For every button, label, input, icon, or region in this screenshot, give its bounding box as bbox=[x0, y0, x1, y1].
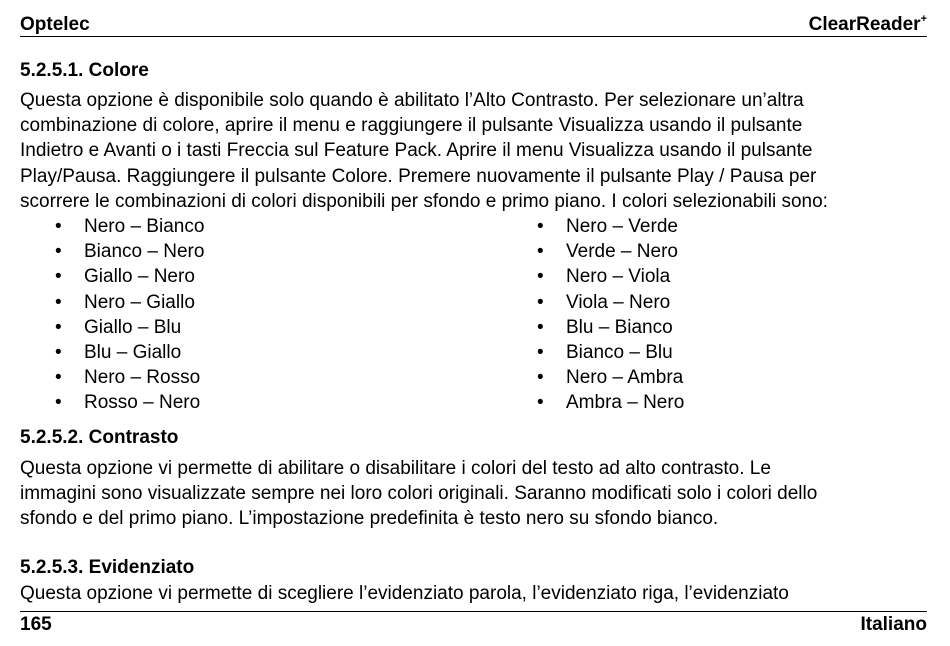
body-line: Indietro e Avanti o i tasti Freccia sul Feature Pack. Aprire il menu Visualizza usando il pulsante bbox=[20, 140, 813, 162]
list-item-label: Nero – Ambra bbox=[566, 367, 684, 389]
section-title-colore: 5.2.5.1. Colore bbox=[20, 60, 149, 81]
bullet-icon: • bbox=[537, 392, 544, 414]
list-item bbox=[20, 290, 502, 315]
page-header bbox=[20, 9, 927, 37]
body-line: Questa opzione vi permette di scegliere l’evidenziato parola, l’evidenziato riga, l’evidenziato bbox=[20, 583, 789, 605]
body-line: sfondo e del primo piano. L’impostazione predefinita è testo nero su sfondo bianco. bbox=[20, 507, 719, 529]
bullet-icon: • bbox=[537, 241, 544, 263]
header-product bbox=[809, 8, 927, 36]
list-item-label: Nero – Verde bbox=[566, 216, 678, 238]
list-item bbox=[20, 239, 502, 264]
page-footer bbox=[20, 611, 927, 638]
header-brand: Optelec bbox=[20, 14, 90, 35]
section-body-contrasto bbox=[20, 456, 925, 532]
list-item-label: Nero – Viola bbox=[566, 266, 671, 288]
bullet-icon: • bbox=[55, 341, 62, 363]
bullet-icon: • bbox=[55, 392, 62, 414]
bullet-icon: • bbox=[55, 316, 62, 338]
bullet-icon: • bbox=[537, 291, 544, 313]
bullet-icon: • bbox=[537, 341, 544, 363]
list-item-label: Blu – Giallo bbox=[84, 341, 182, 363]
section-body-evidenziato bbox=[20, 581, 925, 606]
list-item-label: Nero – Giallo bbox=[84, 291, 195, 313]
list-item bbox=[502, 365, 684, 390]
list-item-label: Nero – Bianco bbox=[84, 216, 205, 238]
color-combinations bbox=[20, 214, 925, 416]
body-line: Play/Pausa. Raggiungere il pulsante Colore. Premere nuovamente il pulsante Play / Pausa per bbox=[20, 165, 817, 187]
list-item bbox=[502, 290, 684, 315]
list-item bbox=[20, 214, 502, 239]
bullet-icon: • bbox=[537, 266, 544, 288]
color-list-left bbox=[20, 214, 502, 416]
list-item bbox=[502, 239, 684, 264]
list-item-label: Giallo – Nero bbox=[84, 266, 195, 288]
footer-language: Italiano bbox=[860, 614, 927, 635]
bullet-icon: • bbox=[537, 216, 544, 238]
list-item-label: Bianco – Nero bbox=[84, 241, 205, 263]
list-item-label: Viola – Nero bbox=[566, 291, 671, 313]
page-content bbox=[20, 55, 925, 606]
bullet-icon: • bbox=[55, 216, 62, 238]
list-item-label: Blu – Bianco bbox=[566, 316, 673, 338]
page-number: 165 bbox=[20, 614, 52, 635]
list-item bbox=[20, 264, 502, 289]
body-line: scorrere le combinazioni di colori disponibili per sfondo e primo piano. I colori selezionabili sono: bbox=[20, 190, 828, 212]
section-title-contrasto: 5.2.5.2. Contrasto bbox=[20, 426, 179, 448]
header-product-name: ClearReader bbox=[808, 14, 921, 35]
list-item bbox=[502, 214, 684, 239]
list-item bbox=[20, 340, 502, 365]
section-title-evidenziato: 5.2.5.3. Evidenziato bbox=[20, 557, 195, 579]
header-product-sup: + bbox=[920, 13, 927, 25]
list-item bbox=[502, 264, 684, 289]
bullet-icon: • bbox=[537, 367, 544, 389]
list-item bbox=[502, 340, 684, 365]
bullet-icon: • bbox=[55, 241, 62, 263]
list-item-label: Ambra – Nero bbox=[566, 392, 685, 414]
list-item-label: Giallo – Blu bbox=[84, 316, 182, 338]
list-item bbox=[20, 365, 502, 390]
list-item-label: Rosso – Nero bbox=[84, 392, 201, 414]
list-item bbox=[502, 315, 684, 340]
list-item bbox=[20, 390, 502, 415]
bullet-icon: • bbox=[537, 316, 544, 338]
body-line: immagini sono visualizzate sempre nei loro colori originali. Saranno modificati solo i colori dello bbox=[20, 482, 818, 504]
list-item bbox=[20, 315, 502, 340]
section-body-colore bbox=[20, 88, 925, 214]
list-item-label: Nero – Rosso bbox=[84, 367, 201, 389]
body-line: combinazione di colore, aprire il menu e raggiungere il pulsante Visualizza usando il pulsante bbox=[20, 115, 803, 137]
bullet-icon: • bbox=[55, 291, 62, 313]
bullet-icon: • bbox=[55, 367, 62, 389]
body-line: Questa opzione vi permette di abilitare o disabilitare i colori del testo ad alto contrasto. Le bbox=[20, 457, 771, 479]
bullet-icon: • bbox=[55, 266, 62, 288]
list-item bbox=[502, 390, 684, 415]
body-line: Questa opzione è disponibile solo quando è abilitato l’Alto Contrasto. Per selezionare un’altra bbox=[20, 90, 804, 111]
color-list-right bbox=[502, 214, 684, 416]
list-item-label: Verde – Nero bbox=[566, 241, 678, 263]
list-item-label: Bianco – Blu bbox=[566, 341, 673, 363]
